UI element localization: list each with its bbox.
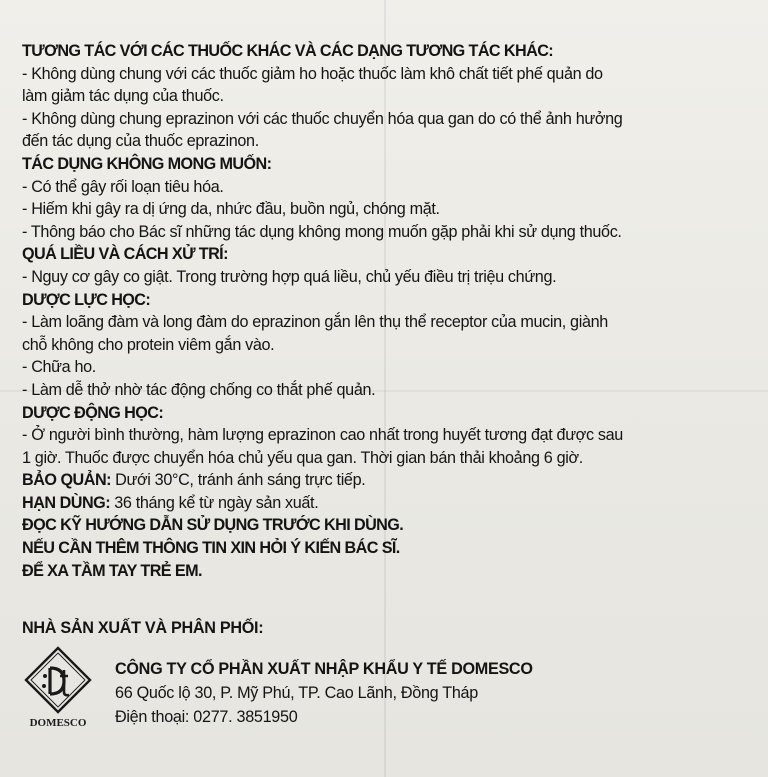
text-line: - Làm dễ thở nhờ tác động chống co thắt phế quản. bbox=[22, 380, 376, 399]
company-block bbox=[115, 657, 533, 729]
domesco-logo bbox=[20, 646, 96, 730]
section-heading: ĐỌC KỸ HƯỚNG DẪN SỬ DỤNG TRƯỚC KHI DÙNG. bbox=[22, 516, 404, 535]
section-heading: TƯƠNG TÁC VỚI CÁC THUỐC KHÁC VÀ CÁC DẠNG TƯƠNG TÁC KHÁC: bbox=[22, 42, 554, 60]
line-label: BẢO QUẢN: bbox=[22, 471, 112, 490]
text-line: - Làm loãng đàm và long đàm do eprazinon gắn lên thụ thể receptor của mucin, giành bbox=[22, 313, 608, 332]
text-line: - Chữa ho. bbox=[22, 358, 96, 377]
text-line: làm giảm tác dụng của thuốc. bbox=[22, 87, 224, 106]
leaflet-text-body bbox=[22, 40, 752, 582]
logo-wordmark: DOMESCO bbox=[29, 717, 87, 729]
text-line: đến tác dụng của thuốc eprazinon. bbox=[22, 132, 259, 151]
text-line: - Thông báo cho Bác sĩ những tác dụng không mong muốn gặp phải khi sử dụng thuốc. bbox=[22, 222, 622, 241]
text-line: - Không dùng chung với các thuốc giảm ho hoặc thuốc làm khô chất tiết phế quản do bbox=[22, 64, 603, 83]
section-heading: ĐỂ XA TẦM TAY TRẺ EM. bbox=[22, 561, 202, 580]
company-address: 66 Quốc lộ 30, P. Mỹ Phú, TP. Cao Lãnh, Đồng Tháp bbox=[115, 684, 478, 702]
text-line: - Nguy cơ gây co giật. Trong trường hợp quá liều, chủ yếu điều trị triệu chứng. bbox=[22, 267, 557, 286]
line-value: 36 tháng kể từ ngày sản xuất. bbox=[110, 493, 319, 512]
section-heading: DƯỢC LỰC HỌC: bbox=[22, 290, 151, 309]
section-heading: DƯỢC ĐỘNG HỌC: bbox=[22, 403, 164, 422]
text-line: - Có thể gây rối loạn tiêu hóa. bbox=[22, 177, 224, 196]
section-heading: NẾU CẦN THÊM THÔNG TIN XIN HỎI Ý KIẾN BÁC SĨ. bbox=[22, 539, 400, 558]
line-label: HẠN DÙNG: bbox=[22, 493, 111, 512]
labeled-line bbox=[22, 492, 752, 515]
text-line: - Hiếm khi gây ra dị ứng da, nhức đầu, buồn ngủ, chóng mặt. bbox=[22, 200, 440, 219]
manufacturer-heading: NHÀ SẢN XUẤT VÀ PHÂN PHỐI: bbox=[22, 619, 264, 637]
text-line: - Ở người bình thường, hàm lượng eprazinon cao nhất trong huyết tương đạt được sau bbox=[22, 426, 623, 445]
section-heading: TÁC DỤNG KHÔNG MONG MUỐN: bbox=[22, 154, 272, 173]
company-name: CÔNG TY CỔ PHẦN XUẤT NHẬP KHẨU Y TẾ DOMESCO bbox=[115, 660, 533, 678]
line-value: Dưới 30°C, tránh ánh sáng trực tiếp. bbox=[111, 471, 366, 490]
text-line: 1 giờ. Thuốc được chuyển hóa chủ yếu qua gan. Thời gian bán thải khoảng 6 giờ. bbox=[22, 448, 583, 467]
labeled-line bbox=[22, 469, 752, 492]
text-line: chỗ không cho protein viêm gắn vào. bbox=[22, 335, 275, 354]
company-phone: Điện thoại: 0277. 3851950 bbox=[115, 708, 298, 726]
section-heading: QUÁ LIỀU VÀ CÁCH XỬ TRÍ: bbox=[22, 245, 228, 264]
text-line: - Không dùng chung eprazinon với các thuốc chuyển hóa qua gan do có thể ảnh hưởng bbox=[22, 109, 623, 128]
